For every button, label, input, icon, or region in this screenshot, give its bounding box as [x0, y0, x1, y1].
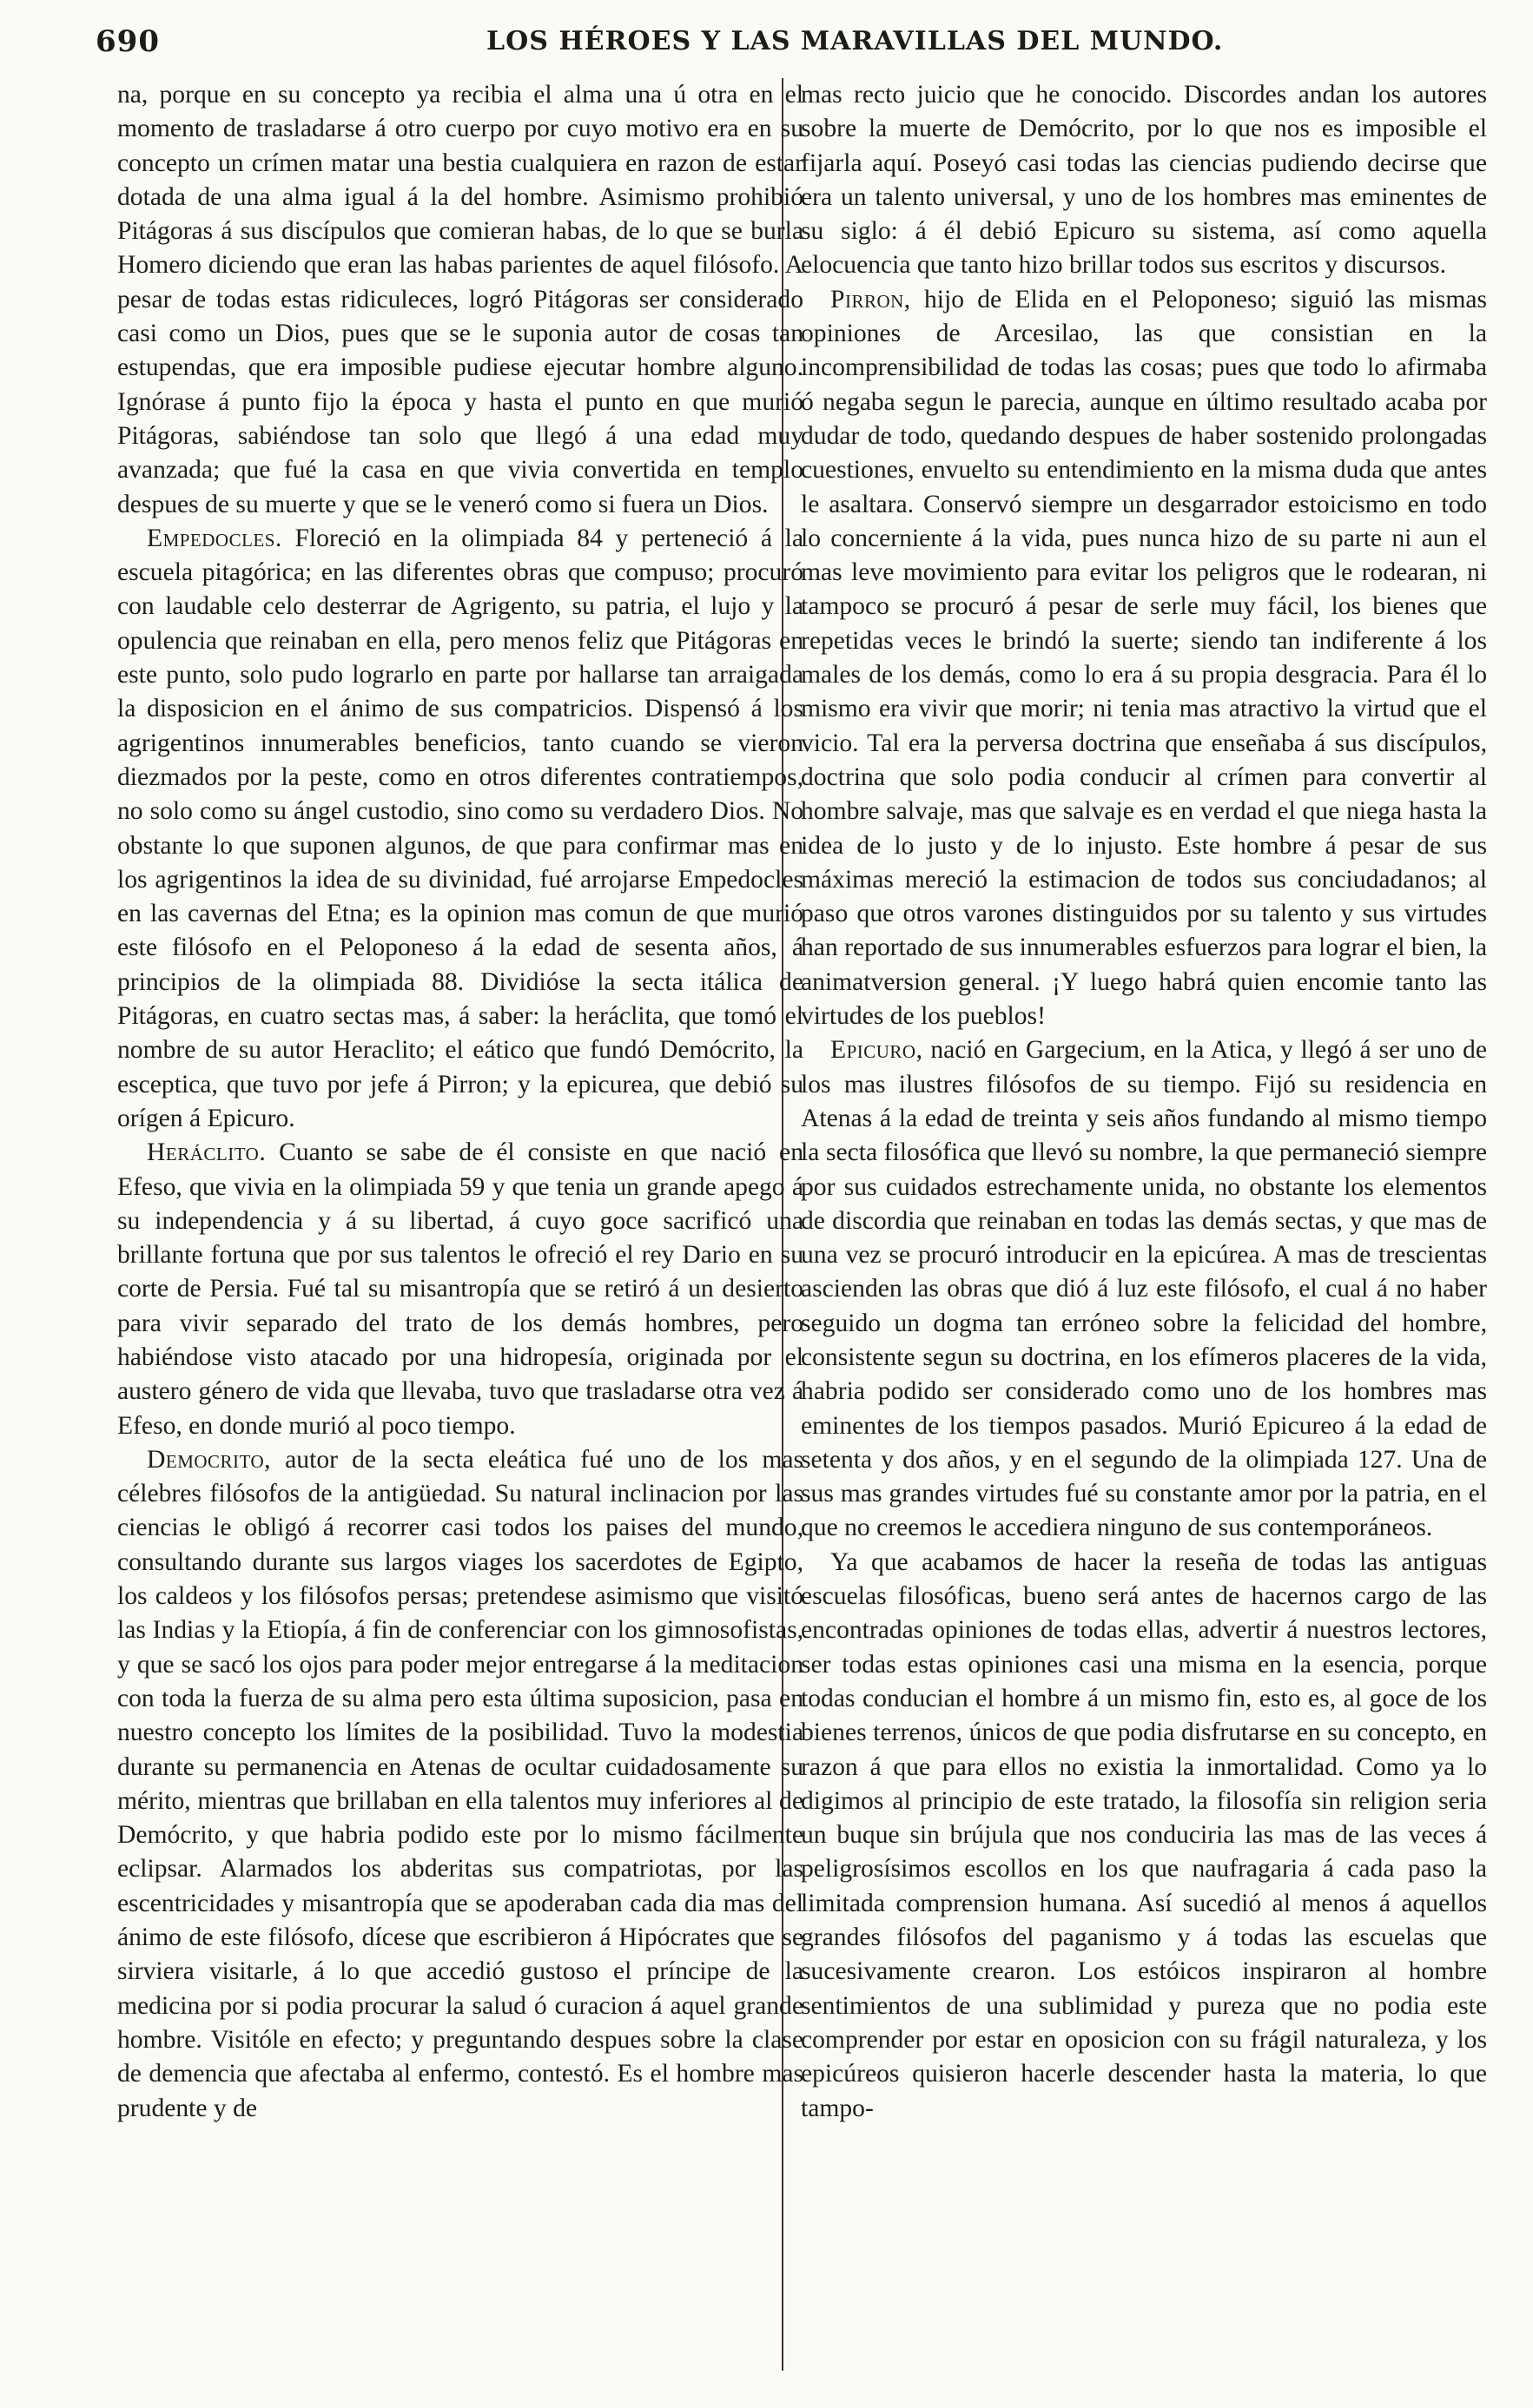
left-column [117, 78, 803, 2336]
entry-text-democrito: autor de la secta eleática fué uno de los mas célebres filósofos de la antigüedad. Su natural inclinacion por las ciencias le obligó á recorrer casi todos los paises del mundo, consultando durante sus largos viages los sacerdotes de Egipto, los caldeos y los filósofos persas; pretendese asimismo que visitó las Indias y la Etiopía, á fin de conferenciar con los gimnosofistas, y que se sacó los ojos para poder mejor entregarse á la meditacion con toda la fuerza de su alma pero esta última suposicion, pasa en nuestro concepto los límites de la posibilidad. Tuvo la modestia durante su permanencia en Atenas de ocultar cuidadosamente su mérito, mientras que brillaban en ella talentos muy inferiores al de Demócrito, y que habria podido este por lo mismo fácilmente eclipsar. Alarmados los abderitas sus compatriotas, por las escentricidades y misantropía que se apoderaban cada dia mas del ánimo de este filósofo, dícese que escribieron á Hipócrates que se sirviera visitarle, á lo que accedió gustoso el príncipe de la medicina por si podia procurar la salud ó curacion á aquel grande hombre. Visitóle en efecto; y preguntando despues sobre la clase de demencia que afectaba al enfermo, contestó. Es el hombre mas prudente y de [117, 1445, 803, 2122]
paragraph-pirron [801, 283, 1487, 1034]
entry-text-epicuro: nació en Gargecium, en la Atica, y llegó á ser uno de los mas ilustres filósofos de su tiempo. Fijó su residencia en Atenas á la edad de treinta y seis años fundando al mismo tiempo la secta filosófica que llevó su nombre, la que permaneció siempre por sus cuidados estrechamente unida, no obstante los elementos de discordia que reinaban en todas las demás sectas, y que mas de una vez se procuró introducir en la epicúrea. A mas de trescientas ascienden las obras que dió á luz este filósofo, el cual á no haber seguido un dogma tan erróneo sobre la felicidad del hombre, consistente segun su doctrina, en los efímeros placeres de la vida, habria podido ser considerado como uno de los hombres mas eminentes de los tiempos pasados. Murió Epicureo á la edad de setenta y dos años, y en el segundo de la olimpiada 127. Una de sus mas grandes virtudes fué su constante amor por la patria, en el que no creemos le accediera ninguno de sus contemporáneos. [801, 1036, 1487, 1542]
entry-text-heraclito: Cuanto se sabe de él consiste en que nació en Efeso, que vivia en la olimpiada 59 y que tenia un grande apego á su independencia y á su libertad, á cuyo goce sacrificó una brillante fortuna que por sus talentos le ofreció el rey Dario en su corte de Persia. Fué tal su misantropía que se retiró á un desierto para vivir separado del trato de los demás hombres, pero habiéndose visto atacado por una hidropesía, originada por el austero género de vida que llevaba, tuvo que trasladarse otra vez á Efeso, en donde murió al poco tiempo. [117, 1138, 803, 1440]
page-header [96, 19, 1450, 69]
entry-name-heraclito: Heráclito. [147, 1138, 267, 1167]
entry-text-pirron: hijo de Elida en el Peloponeso; siguió las mismas opiniones de Arcesilao, las que consistian en la incomprensibilidad de todas las cosas; pues que todo lo afirmaba ó negaba segun le parecia, aunque en último resultado acaba por dudar de todo, quedando despues de haber sostenido prolongadas cuestiones, envuelto su entendimiento en la misma duda que antes le asaltara. Conservó siempre un desgarrador estoicismo en todo lo concerniente á la vida, pues nunca hizo de su parte ni aun el mas leve movimiento para evitar los peligros que le rodearan, ni tampoco se procuró á pesar de serle muy fácil, los bienes que repetidas veces le brindó la suerte; siendo tan indiferente á los males de los demás, como lo era á su propia desgracia. Para él lo mismo era vivir que morir; ni tenia mas atractivo la virtud que el vicio. Tal era la perversa doctrina que enseñaba á sus discípulos, doctrina que solo podia conducir al crímen para convertir al hombre salvaje, mas que salvaje es en verdad el que niega hasta la idea de lo justo y de lo injusto. Este hombre á pesar de sus máximas mereció la estimacion de todos sus conciudadanos; al paso que otros varones distinguidos por su talento y sus virtudes han reportado de sus innumerables esfuerzos para lograr el bien, la animatversion general. ¡Y luego habrá quien encomie tanto las virtudes de los pueblos! [801, 285, 1487, 1031]
entry-name-epicuro: Epicuro, [830, 1036, 923, 1065]
paragraph-democrito-end: mas recto juicio que he conocido. Discordes andan los autores sobre la muerte de Demócrito, por lo que nos es imposible el fijarla aquí. Poseyó casi todas las ciencias pudiendo decirse que era un talento universal, y uno de los hombres mas eminentes de su siglo: á él debió Epicuro su sistema, así como aquella elocuencia que tanto hizo brillar todos sus escritos y discursos. [801, 81, 1487, 280]
entry-name-democrito: Democrito, [147, 1445, 272, 1474]
paragraph-heraclito [117, 1136, 803, 1443]
entry-name-pirron: Pirron, [830, 285, 911, 313]
running-title: LOS HÉROES Y LAS MARAVILLAS DEL MUNDO. [486, 26, 1224, 56]
entry-name-empedocles: Empedocles. [147, 524, 282, 552]
paragraph-empedocles [117, 522, 803, 1136]
paragraph-pitagoras-end: na, porque en su concepto ya recibia el alma una ú otra en el momento de trasladarse á otro cuerpo por cuyo motivo era en su concepto un crímen matar una bestia cualquiera en razon de estar dotada de una alma igual á la del hombre. Asimismo prohibió Pitágoras á sus discípulos que comieran habas, de lo que se burla Homero diciendo que eran las habas parientes de aquel filósofo. A pesar de todas estas ridiculeces, logró Pitágoras ser considerado casi como un Dios, pues que se le suponia autor de cosas tan estupendas, que era imposible pudiese ejecutar hombre alguno. Ignórase á punto fijo la época y hasta el punto en que murió Pitágoras, sabiéndose tan solo que llegó á una edad muy avanzada; que fué la casa en que vivia convertida en templo despues de su muerte y que se le veneró como si fuera un Dios. [117, 81, 803, 518]
paragraph-epicuro [801, 1033, 1487, 1545]
right-column [801, 78, 1487, 2336]
page-number: 690 [96, 24, 160, 59]
paragraph-democrito [117, 1443, 803, 2126]
paragraph-conclusion: Ya que acabamos de hacer la reseña de todas las antiguas escuelas filosóficas, bueno será antes de hacernos cargo de las encontradas opiniones de todas ellas, advertir á nuestros lectores, ser todas estas opiniones casi una misma en la esencia, porque todas conducian el hombre á un mismo fin, esto es, al goce de los bienes terrenos, únicos de que podia disfrutarse en su concepto, en razon á que para ellos no existia la inmortalidad. Como ya lo digimos al principio de este tratado, la filosofía sin religion seria un buque sin brújula que nos conduciria las mas de las veces á peligrosísimos escollos en los que naufragaria á cada paso la limitada comprension humana. Así sucedió al menos á aquellos grandes filósofos del paganismo y á todas las escuelas que sucesivamente crearon. Los estóicos inspiraron al hombre sentimientos de una sublimidad y pureza que no podia este comprender por estar en oposicion con su frágil naturaleza, y los epicúreos quisieron hacerle descender hasta la materia, lo que tampo- [801, 1547, 1487, 2122]
entry-text-empedocles: Floreció en la olimpiada 84 y perteneció á la escuela pitagórica; en las diferentes obras que compuso; procuró con laudable celo desterrar de Agrigento, su patria, el lujo y la opulencia que reinaban en ella, pero menos feliz que Pitágoras en este punto, solo pudo lograrlo en parte por hallarse tan arraigada la disposicion en el ánimo de sus compatricios. Dispensó á los agrigentinos innumerables beneficios, tanto cuando se vieron diezmados por la peste, como en otros diferentes contratiempos, no solo como su ángel custodio, sino como su verdadero Dios. No obstante lo que suponen algunos, de que para confirmar mas en los agrigentinos la idea de su divinidad, fué arrojarse Empedocles en las cavernas del Etna; es la opinion mas comun de que murió este filósofo en el Peloponeso á la edad de sesenta años, á principios de la olimpiada 88. Dividióse la secta itálica de Pitágoras, en cuatro sectas mas, á saber: la heráclita, que tomó el nombre de su autor Heraclito; el eático que fundó Demócrito, la esceptica, que tuvo por jefe á Pirron; y la epicurea, que debió su orígen á Epicuro. [117, 524, 803, 1132]
